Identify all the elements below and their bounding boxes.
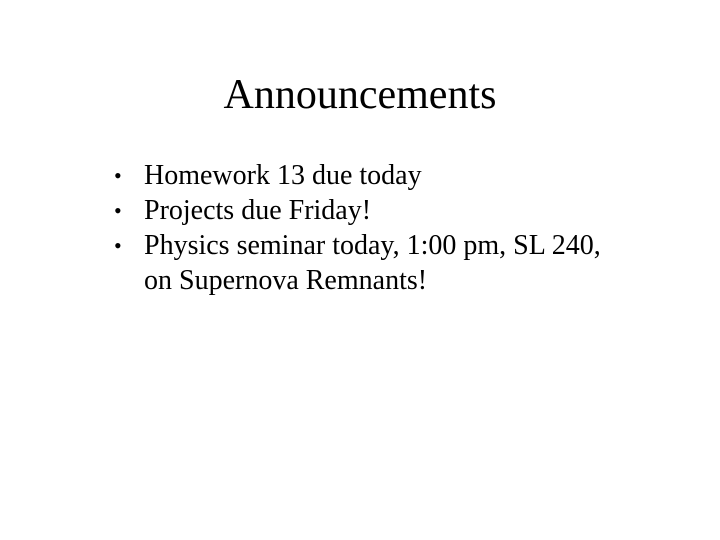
slide-title: Announcements bbox=[223, 72, 497, 118]
bullet-icon: • bbox=[114, 233, 122, 258]
bullet-icon: • bbox=[114, 198, 122, 223]
list-item bbox=[112, 228, 612, 298]
announcement-list bbox=[112, 158, 612, 298]
bullet-icon: • bbox=[114, 163, 122, 188]
list-item-text: Homework 13 due today bbox=[144, 160, 422, 191]
list-item bbox=[112, 193, 612, 228]
list-item-text: Physics seminar today, 1:00 pm, SL 240, on Supernova Remnants! bbox=[144, 230, 601, 296]
list-item bbox=[112, 158, 612, 193]
list-item-text: Projects due Friday! bbox=[144, 195, 372, 226]
